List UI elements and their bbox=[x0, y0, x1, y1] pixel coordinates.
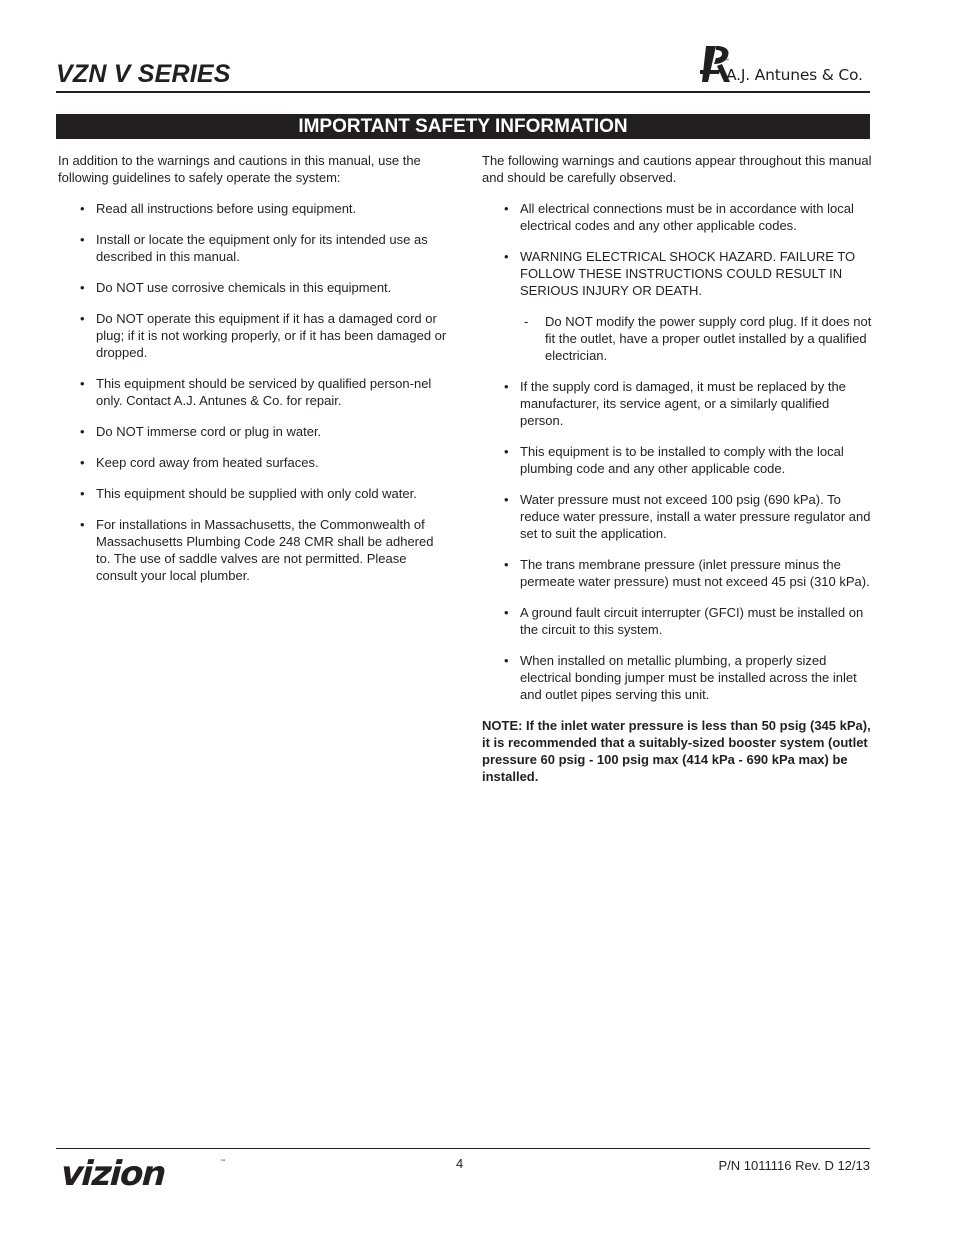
list-item: • For installations in Massachusetts, the Commonwealth of Massachusetts Plumbing Code 248 CMR shall be adhered to. The use of saddle valves are not permitted. Please consult your local plumber. bbox=[80, 517, 434, 583]
dash-icon: - bbox=[524, 314, 529, 329]
bullet-icon: • bbox=[504, 653, 509, 668]
bullet-icon: • bbox=[80, 424, 85, 439]
right-intro: The following warnings and cautions appear throughout this manual and should be carefully observed. bbox=[482, 153, 872, 185]
right-column bbox=[482, 152, 872, 799]
bullet-icon: • bbox=[80, 280, 85, 295]
header-divider bbox=[56, 91, 870, 93]
bullet-icon: • bbox=[80, 455, 85, 470]
vizion-logo bbox=[56, 1155, 231, 1194]
page-number: 4 bbox=[456, 1156, 464, 1171]
bullet-icon: • bbox=[504, 605, 509, 620]
list-item: • WARNING ELECTRICAL SHOCK HAZARD. FAILURE TO FOLLOW THESE INSTRUCTIONS COULD RESULT IN SERIOUS INJURY OR DEATH. bbox=[504, 249, 856, 298]
list-item: • All electrical connections must be in accordance with local electrical codes and any other applicable codes. bbox=[504, 201, 854, 233]
bullet-icon: • bbox=[504, 444, 509, 459]
list-item: • Do NOT use corrosive chemicals in this equipment. bbox=[80, 280, 392, 295]
vizion-wordmark-icon bbox=[56, 1155, 231, 1189]
list-item: • Install or locate the equipment only for its intended use as described in this manual. bbox=[80, 232, 428, 264]
list-item: • This equipment should be supplied with only cold water. bbox=[80, 486, 417, 501]
list-item: • This equipment should be serviced by qualified person-nel only. Contact A.J. Antunes & Co. for repair. bbox=[80, 376, 432, 408]
svg-text:vizion: vizion bbox=[56, 1155, 170, 1189]
bullet-icon: • bbox=[504, 201, 509, 216]
logo-trademark: ™ bbox=[724, 58, 729, 64]
bullet-icon: • bbox=[80, 201, 85, 216]
bullet-icon: • bbox=[80, 311, 85, 326]
bullet-icon: • bbox=[504, 492, 509, 507]
list-item: • Do NOT operate this equipment if it has a damaged cord or plug; if it is not working properly, or if it has been damaged or dropped. bbox=[80, 311, 447, 360]
bullet-icon: • bbox=[80, 486, 85, 501]
left-intro: In addition to the warnings and cautions in this manual, use the following guidelines to safely operate the system: bbox=[58, 153, 421, 185]
list-item: • A ground fault circuit interrupter (GFCI) must be installed on the circuit to this system. bbox=[504, 605, 864, 637]
footer-divider bbox=[56, 1148, 870, 1149]
list-item: • Water pressure must not exceed 100 psig (690 kPa). To reduce water pressure, install a water pressure regulator and set to suit the application. bbox=[504, 492, 871, 541]
list-item: • Keep cord away from heated surfaces. bbox=[80, 455, 319, 470]
list-item: • When installed on metallic plumbing, a properly sized electrical bonding jumper must be installed across the inlet and outlet pipes serving this unit. bbox=[504, 653, 857, 702]
left-guideline-list bbox=[58, 200, 450, 584]
left-column bbox=[58, 152, 450, 598]
pressure-note: NOTE: If the inlet water pressure is less than 50 psig (345 kPa), it is recommended that a suitably-sized booster system (outlet pressure 60 psig - 100 psig max (414 kPa - 690 kPa max) be installed. bbox=[482, 718, 871, 784]
right-warning-list bbox=[482, 200, 872, 703]
bullet-icon: • bbox=[80, 376, 85, 391]
part-number: P/N 1011116 Rev. D 12/13 bbox=[718, 1158, 870, 1173]
list-item: • Do NOT immerse cord or plug in water. bbox=[80, 424, 322, 439]
company-logo bbox=[700, 44, 870, 88]
list-item: • Read all instructions before using equipment. bbox=[80, 201, 357, 216]
list-item: • The trans membrane pressure (inlet pressure minus the permeate water pressure) must not exceed 45 psi (310 kPa). bbox=[504, 557, 870, 589]
bullet-icon: • bbox=[504, 379, 509, 394]
list-item: • If the supply cord is damaged, it must be replaced by the manufacturer, its service agent, or a similarly qualified person. bbox=[504, 379, 846, 428]
bullet-icon: • bbox=[504, 557, 509, 572]
svg-text:™: ™ bbox=[220, 1159, 226, 1166]
list-item: • This equipment is to be installed to comply with the local plumbing code and any other applicable code. bbox=[504, 444, 844, 476]
section-heading: IMPORTANT SAFETY INFORMATION bbox=[56, 114, 870, 139]
company-name: A.J. Antunes & Co. bbox=[726, 66, 863, 84]
sub-list-item: - Do NOT modify the power supply cord plug. If it does not fit the outlet, have a proper outlet installed by a qualified electrician. bbox=[524, 314, 872, 363]
bullet-icon: • bbox=[504, 249, 509, 264]
bullet-icon: • bbox=[80, 232, 85, 247]
bullet-icon: • bbox=[80, 517, 85, 532]
document-title: VZN V SERIES bbox=[56, 60, 231, 88]
